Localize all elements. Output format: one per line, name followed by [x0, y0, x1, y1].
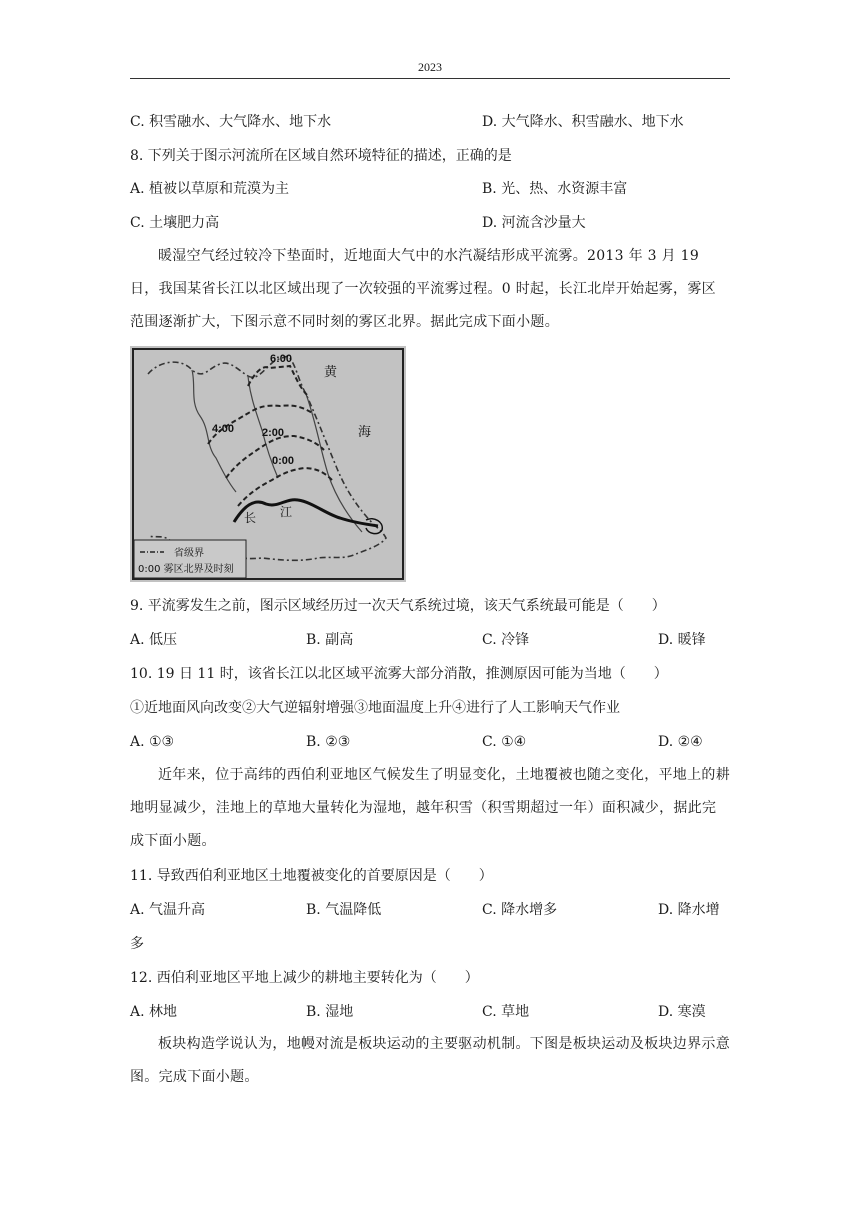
q12-stem: 12. 西伯利亚地区平地上减少的耕地主要转化为（ ）	[130, 970, 479, 986]
fog-boundary-map	[130, 346, 406, 582]
legend-fog: 0:00 雾区北界及时刻	[138, 564, 234, 575]
q11-option-d-wrap: 多	[130, 936, 144, 952]
q11-option-c: C. 降水增多	[482, 902, 558, 918]
sea-label-2: 海	[358, 425, 372, 440]
page-header-year: 2023	[418, 60, 442, 74]
sea-label-1: 黄	[324, 365, 338, 380]
map-label-4: 4:00	[212, 423, 235, 435]
q9-option-d: D. 暖锋	[658, 632, 706, 648]
q12-option-b: B. 湿地	[306, 1004, 354, 1020]
map-label-6: 6:00	[270, 353, 293, 365]
q9-option-a: A. 低压	[130, 632, 178, 648]
q11-stem: 11. 导致西伯利亚地区土地覆被变化的首要原因是（ ）	[130, 868, 493, 884]
passage-fog: 暖湿空气经过较冷下垫面时，近地面大气中的水汽凝结形成平流雾。2013 年 3 月 19 日，我国某省长江以北区域出现了一次较强的平流雾过程。0 时起，长江北岸开始起雾，雾区范围逐渐扩大，下图示意不同时刻的雾区北界。据此完成下面小题。	[130, 248, 716, 330]
q8-stem: 8. 下列关于图示河流所在区域自然环境特征的描述，正确的是	[130, 148, 512, 164]
q8-option-d: D. 河流含沙量大	[482, 215, 586, 231]
q7-option-c: C. 积雪融水、大气降水、地下水	[130, 114, 332, 130]
q12-option-d: D. 寒漠	[658, 1004, 706, 1020]
river-label-1: 长	[244, 511, 257, 525]
q10-option-a: A. ①③	[130, 734, 175, 750]
q9-stem: 9. 平流雾发生之前，图示区域经历过一次天气系统过境，该天气系统最可能是（ ）	[130, 598, 666, 614]
q10-stem: 10. 19 日 11 时，该省长江以北区域平流雾大部分消散，推测原因可能为当地（ ）	[130, 666, 668, 682]
q10-option-d: D. ②④	[658, 734, 703, 750]
q8-option-b: B. 光、热、水资源丰富	[482, 181, 628, 197]
q8-option-c: C. 土壤肥力高	[130, 215, 220, 231]
map-label-2: 2:00	[262, 427, 285, 439]
q9-option-c: C. 冷锋	[482, 632, 530, 648]
header-rule	[130, 78, 730, 79]
q11-option-a: A. 气温升高	[130, 902, 206, 918]
passage-siberia: 近年来，位于高纬的西伯利亚地区气候发生了明显变化，土地覆被也随之变化，平地上的耕地明显减少，洼地上的草地大量转化为湿地，越年积雪（积雪期超过一年）面积减少，据此完成下面小题。	[130, 767, 730, 849]
legend-province: 省级界	[174, 548, 204, 559]
q9-option-b: B. 副高	[306, 632, 354, 648]
q12-option-c: C. 草地	[482, 1004, 530, 1020]
q7-option-d: D. 大气降水、积雪融水、地下水	[482, 114, 684, 130]
q11-option-d: D. 降水增	[658, 902, 720, 918]
q10-choices: ①近地面风向改变②大气逆辐射增强③地面温度上升④进行了人工影响天气作业	[130, 700, 620, 716]
q8-option-a: A. 植被以草原和荒漠为主	[130, 181, 290, 197]
q12-option-a: A. 林地	[130, 1004, 178, 1020]
q10-option-b: B. ②③	[306, 734, 351, 750]
river-label-2: 江	[280, 505, 293, 519]
passage-plates: 板块构造学说认为，地幔对流是板块运动的主要驱动机制。下图是板块运动及板块边界示意图。完成下面小题。	[130, 1036, 730, 1085]
map-label-0: 0:00	[272, 455, 295, 467]
q10-option-c: C. ①④	[482, 734, 527, 750]
q11-option-b: B. 气温降低	[306, 902, 382, 918]
